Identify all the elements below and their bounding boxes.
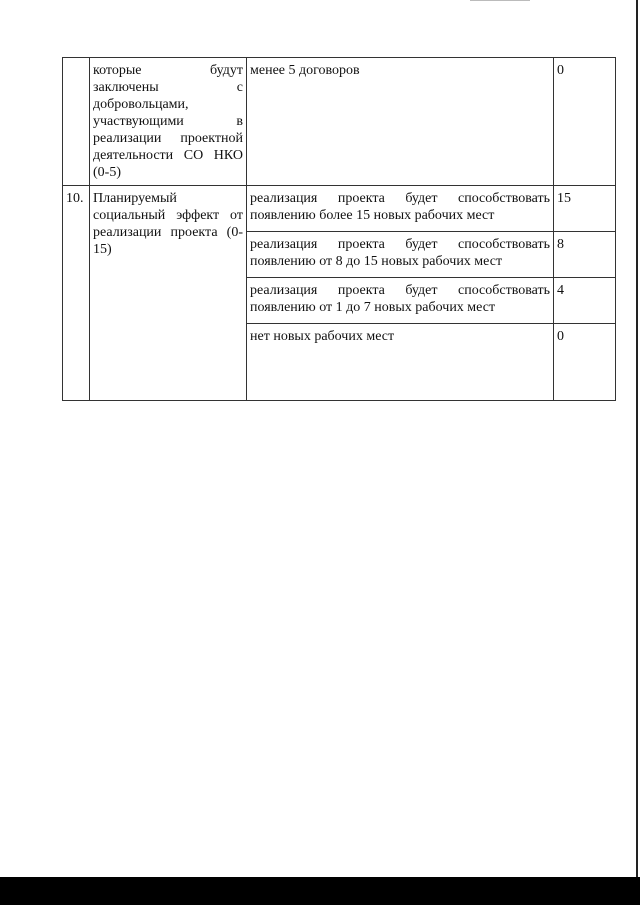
scan-top-mark bbox=[470, 0, 530, 1]
condition-cell: нет новых рабочих мест bbox=[247, 324, 554, 401]
score-cell: 4 bbox=[554, 278, 616, 324]
row-number-cell: 10. bbox=[63, 186, 90, 401]
criteria-table bbox=[62, 57, 616, 401]
table-row-continuation bbox=[63, 58, 616, 186]
condition-cell: реализация проекта будет способствовать появлению более 15 новых рабочих мест bbox=[247, 186, 554, 232]
table-row-10-option-1 bbox=[63, 186, 616, 232]
scan-right-edge bbox=[636, 0, 638, 880]
row-number-cell bbox=[63, 58, 90, 186]
condition-cell: менее 5 договоров bbox=[247, 58, 554, 186]
score-cell: 8 bbox=[554, 232, 616, 278]
condition-cell: реализация проекта будет способствовать появлению от 1 до 7 новых рабочих мест bbox=[247, 278, 554, 324]
criterion-cell: Планируемый социальный эффект от реализации проекта (0-15) bbox=[90, 186, 247, 401]
criterion-cell: которые будут заключены с добровольцами, участвующими в реализации проектной деятельности СО НКО (0-5) bbox=[90, 58, 247, 186]
scan-bottom-bar bbox=[0, 877, 640, 905]
condition-cell: реализация проекта будет способствовать появлению от 8 до 15 новых рабочих мест bbox=[247, 232, 554, 278]
score-cell: 0 bbox=[554, 58, 616, 186]
score-cell: 0 bbox=[554, 324, 616, 401]
score-cell: 15 bbox=[554, 186, 616, 232]
